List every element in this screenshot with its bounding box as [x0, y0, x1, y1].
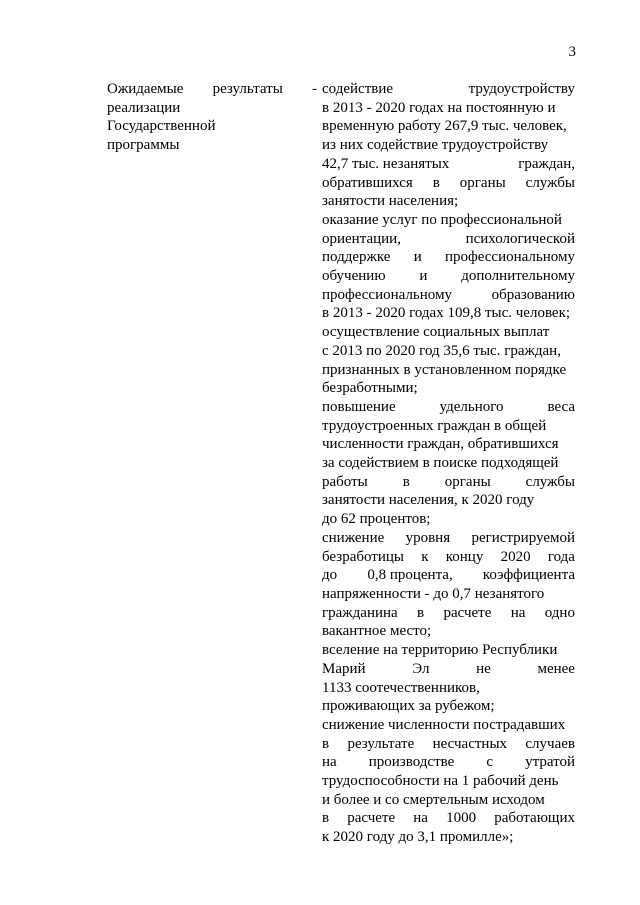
text-line	[322, 828, 575, 847]
text-word: осуществление социальных выплат	[322, 324, 550, 341]
text-line	[322, 510, 575, 529]
text-word: работающих	[494, 810, 575, 827]
text-line	[322, 454, 575, 473]
text-word: трудоустройству	[468, 81, 575, 97]
text-word: занятости населения;	[322, 193, 459, 210]
text-word: в 2013 - 2020 годах на постоянную и	[322, 99, 556, 116]
text-line	[322, 529, 575, 548]
text-word: к	[421, 548, 429, 565]
page-number: 3	[568, 44, 576, 60]
text-word: напряженности - до 0,7 незанятого	[322, 585, 545, 602]
text-word: производстве	[368, 754, 455, 771]
text-word: и	[419, 268, 428, 285]
text-word: концу	[445, 548, 484, 565]
text-word: службы	[525, 473, 575, 490]
text-line	[322, 697, 575, 716]
text-word: временную работу 267,9 тыс. человек,	[322, 118, 567, 135]
text-word: регистрируемой	[471, 529, 575, 546]
text-line	[322, 286, 575, 305]
text-word: психологической	[465, 230, 575, 247]
text-word: 0,8 процента,	[367, 567, 453, 584]
text-word: снижение	[322, 529, 385, 546]
section-label-line: программы	[107, 136, 180, 153]
section-label-word: результаты	[212, 81, 283, 97]
text-word: поддержке	[322, 249, 391, 266]
section-label-line: реализации	[107, 99, 181, 116]
text-word: года	[547, 548, 575, 565]
text-word: обучению	[322, 268, 386, 285]
text-word: расчете	[347, 810, 396, 827]
section-label-word: Ожидаемые	[107, 81, 184, 97]
text-word: с	[486, 754, 494, 771]
text-word: в 2013 - 2020 годах 109,8 тыс. человек;	[322, 305, 571, 322]
text-word: в	[322, 735, 330, 752]
text-word: за содействием в поиске подходящей	[322, 455, 559, 472]
text-word: трудоустроенных граждан в общей	[322, 417, 547, 434]
text-line	[322, 417, 575, 436]
section-content	[322, 80, 575, 847]
text-line	[322, 379, 575, 398]
text-word: профессиональному	[444, 249, 575, 266]
text-word: обратившихся	[322, 174, 413, 191]
text-word: снижение численности пострадавших	[322, 716, 566, 733]
text-word: профессиональному	[322, 286, 452, 303]
text-word: содействие	[322, 81, 394, 97]
text-word: и	[413, 249, 422, 266]
text-line	[322, 99, 575, 118]
text-line	[322, 248, 575, 267]
text-word: из них содействие трудоустройству	[322, 137, 549, 154]
text-word: результате	[347, 735, 415, 752]
text-word: в	[432, 174, 440, 191]
text-word: образованию	[491, 286, 575, 303]
text-line	[322, 473, 575, 492]
text-word: на	[510, 604, 526, 621]
text-word: Эл	[412, 660, 430, 677]
text-word: до 62 процентов;	[322, 511, 431, 528]
text-line	[322, 304, 575, 323]
text-word: не	[476, 660, 491, 677]
text-word: на	[413, 810, 428, 827]
text-line	[322, 772, 575, 791]
text-line	[322, 604, 575, 623]
text-line	[322, 80, 575, 99]
section-label-line: Государственной	[107, 118, 216, 134]
text-line	[322, 641, 575, 660]
text-word: веса	[547, 398, 575, 415]
text-word: 1133 соотечественников,	[322, 679, 480, 696]
section-label	[107, 80, 317, 154]
text-line	[322, 716, 575, 735]
text-line	[322, 323, 575, 342]
text-word: 1000	[446, 810, 477, 827]
text-word: оказание услуг по профессиональной	[322, 211, 562, 228]
text-word: работы	[322, 473, 368, 490]
text-word: удельного	[439, 398, 504, 415]
text-line	[322, 398, 575, 417]
text-word: вакантное место;	[322, 623, 432, 640]
text-word: коэффициента	[482, 567, 575, 584]
text-line	[322, 566, 575, 585]
text-word: и более и со смертельным исходом	[322, 791, 545, 808]
text-line	[322, 491, 575, 510]
text-word: 2020	[500, 548, 531, 565]
text-word: признанных в установленном порядке	[322, 361, 567, 378]
text-line	[322, 753, 575, 772]
text-word: с 2013 по 2020 год 35,6 тыс. граждан,	[322, 342, 561, 359]
text-line	[322, 660, 575, 679]
text-line	[322, 155, 575, 174]
text-word: безработными;	[322, 380, 418, 397]
text-word: до	[322, 567, 338, 584]
text-line	[322, 136, 575, 155]
text-word: безработицы	[322, 548, 404, 565]
text-line	[322, 342, 575, 361]
text-line	[322, 174, 575, 193]
text-line	[322, 548, 575, 567]
text-word: к 2020 году до 3,1 промилле»;	[322, 829, 514, 846]
text-line	[322, 791, 575, 810]
text-word: ориентации,	[322, 230, 401, 247]
text-word: органы	[459, 174, 506, 191]
text-word: занятости населения, к 2020 году	[322, 492, 535, 509]
text-word: повышение	[322, 398, 396, 415]
text-word: службы	[525, 174, 575, 191]
text-line	[322, 267, 575, 286]
text-line	[322, 735, 575, 754]
text-word: несчастных	[432, 735, 508, 752]
text-word: в	[402, 473, 410, 490]
text-line	[322, 435, 575, 454]
text-word: вселение на территорию Республики	[322, 642, 558, 659]
text-word: Марий	[322, 660, 366, 677]
text-word: менее	[537, 660, 575, 677]
text-line	[322, 622, 575, 641]
text-word: расчете	[443, 604, 492, 621]
section-label-dash: -	[311, 81, 317, 97]
text-word: одно	[544, 604, 575, 621]
text-line	[322, 679, 575, 698]
text-word: трудоспособности на 1 рабочий день	[322, 773, 559, 790]
text-word: дополнительному	[461, 268, 575, 285]
text-line	[322, 117, 575, 136]
text-word: численности граждан, обратившихся	[322, 436, 559, 453]
text-word: гражданина	[322, 604, 398, 621]
text-line	[322, 809, 575, 828]
text-word: случаев	[525, 735, 575, 752]
text-line	[322, 211, 575, 230]
text-word: органы	[444, 473, 491, 490]
text-line	[322, 361, 575, 380]
text-word: утратой	[525, 754, 575, 771]
text-line	[322, 230, 575, 249]
section-label-line	[107, 80, 317, 99]
text-word: граждан,	[518, 155, 575, 172]
text-line	[322, 192, 575, 211]
text-word: в	[417, 604, 425, 621]
text-word: 42,7 тыс. незанятых	[322, 155, 450, 172]
text-line	[322, 585, 575, 604]
text-word: на	[322, 754, 337, 771]
text-word: проживающих за рубежом;	[322, 698, 495, 715]
text-word: уровня	[405, 529, 451, 546]
text-word: в	[322, 810, 330, 827]
